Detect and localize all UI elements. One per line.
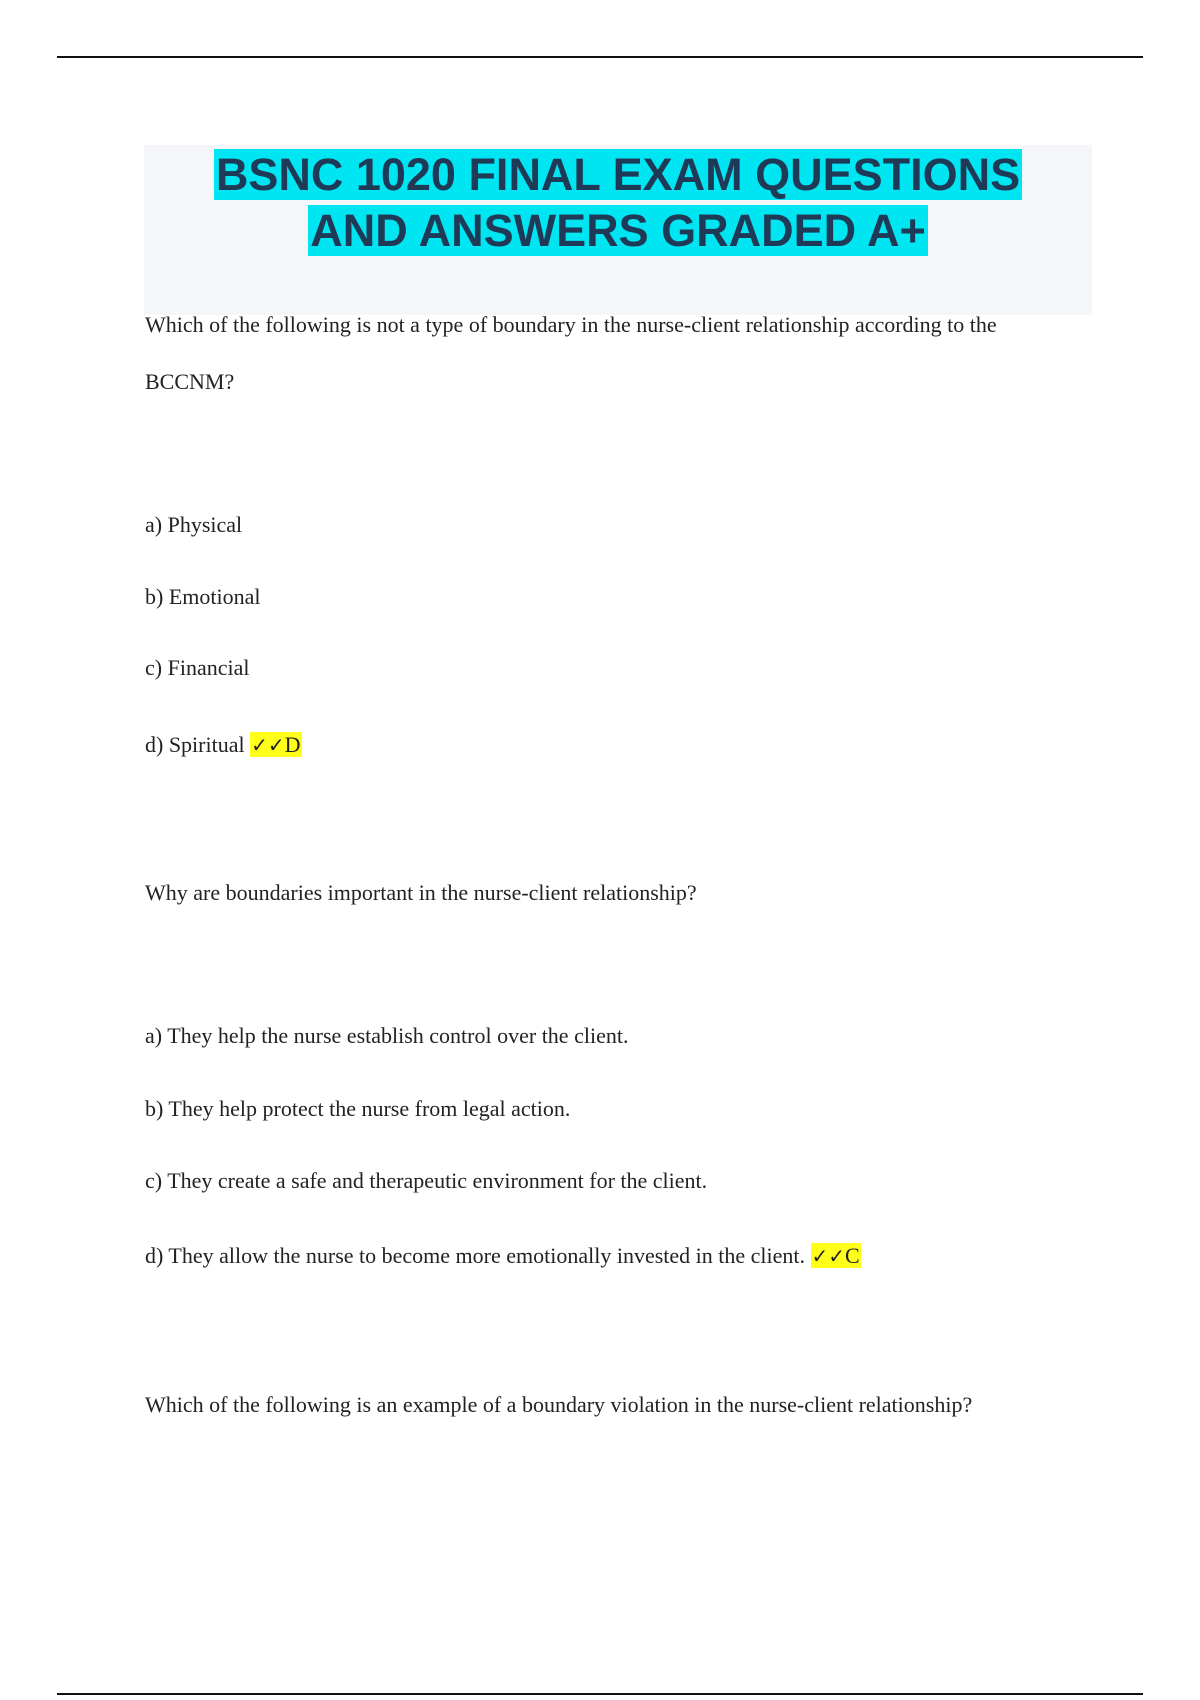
- question-1-option-a: a) Physical: [145, 512, 243, 537]
- question-2-option-b: b) They help protect the nurse from legal action.: [145, 1096, 571, 1121]
- question-2-answer-letter: C: [845, 1243, 860, 1268]
- question-1-text-line-2: BCCNM?: [145, 369, 235, 394]
- question-2-option-a: a) They help the nurse establish control over the client.: [145, 1023, 629, 1048]
- footer-rule: [57, 1693, 1143, 1695]
- question-1-answer-letter: D: [284, 732, 301, 757]
- question-1-option-c: c) Financial: [145, 655, 250, 680]
- question-1-answer-highlight: [250, 732, 301, 757]
- question-1-option-d: [145, 731, 302, 759]
- header-rule: [57, 56, 1143, 58]
- question-2-option-d: [145, 1242, 861, 1270]
- question-1-text-line-1: Which of the following is not a type of boundary in the nurse-client relationship according to the: [145, 312, 997, 337]
- title-block: [144, 145, 1092, 315]
- question-2-option-c: c) They create a safe and therapeutic environment for the client.: [145, 1168, 708, 1193]
- question-1-option-b: b) Emotional: [145, 584, 261, 609]
- double-check-icon: ✓✓: [251, 733, 285, 757]
- question-2-text: Why are boundaries important in the nurse-client relationship?: [145, 880, 697, 905]
- double-check-icon: ✓✓: [811, 1244, 846, 1268]
- document-title: BSNC 1020 FINAL EXAM QUESTIONS AND ANSWERS GRADED A+: [215, 149, 1021, 256]
- question-2-answer-highlight: [811, 1243, 861, 1268]
- question-1-option-d-text: d) Spiritual: [145, 732, 245, 757]
- question-2-option-d-text: d) They allow the nurse to become more emotionally invested in the client.: [145, 1243, 806, 1268]
- question-3-text: Which of the following is an example of a boundary violation in the nurse-client relationship?: [145, 1392, 973, 1417]
